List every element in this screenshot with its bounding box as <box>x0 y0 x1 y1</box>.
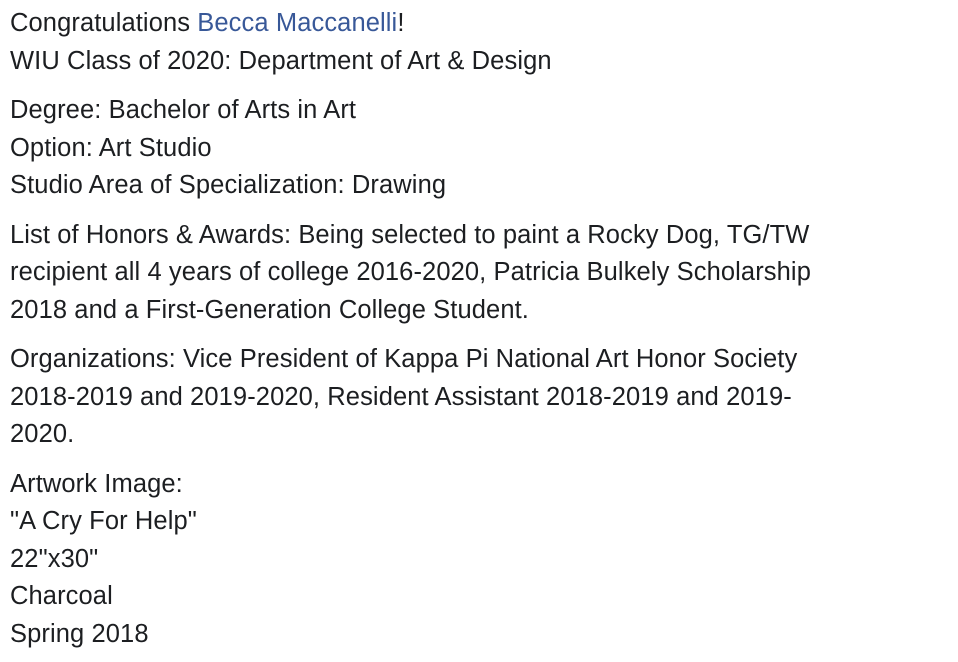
greeting-line <box>10 5 958 43</box>
degree-line: Degree: Bachelor of Arts in Art <box>10 96 357 124</box>
greeting-suffix: ! <box>397 9 405 37</box>
organizations-paragraph <box>10 341 958 454</box>
organizations-line: 2020. <box>10 420 75 448</box>
greeting-paragraph <box>10 5 958 80</box>
degree-paragraph <box>10 92 958 205</box>
mention-link-becca-maccanelli[interactable]: Becca Maccanelli <box>197 9 398 37</box>
honors-line: List of Honors & Awards: Being selected to paint a Rocky Dog, TG/TW <box>10 220 810 249</box>
honors-paragraph <box>10 217 958 330</box>
organizations-line: Organizations: Vice President of Kappa Pi National Art Honor Society <box>10 345 798 373</box>
option-line: Option: Art Studio <box>10 133 212 162</box>
artwork-size: 22"x30" <box>10 544 99 573</box>
specialization-line: Studio Area of Specialization: Drawing <box>10 171 447 199</box>
greeting-prefix: Congratulations <box>10 9 198 37</box>
class-line: WIU Class of 2020: Department of Art & Design <box>10 46 552 75</box>
artwork-title: "A Cry For Help" <box>10 507 197 535</box>
organizations-line: 2018-2019 and 2019-2020, Resident Assistant 2018-2019 and 2019- <box>10 382 792 411</box>
artwork-paragraph <box>10 466 958 654</box>
artwork-medium: Charcoal <box>10 582 113 610</box>
honors-line: 2018 and a First-Generation College Student. <box>10 295 529 324</box>
artwork-heading: Artwork Image: <box>10 469 183 498</box>
honors-line: recipient all 4 years of college 2016-2020, Patricia Bulkely Scholarship <box>10 258 811 286</box>
artwork-date: Spring 2018 <box>10 619 149 648</box>
